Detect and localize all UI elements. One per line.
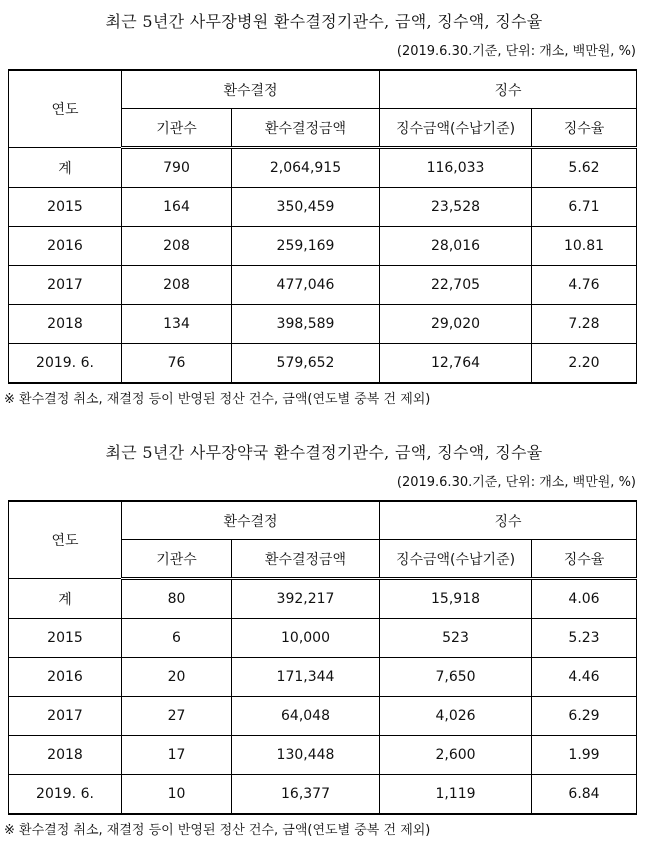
cell-year: 2017 (9, 266, 122, 305)
cell-year: 2019. 6. (9, 344, 122, 384)
cell-amount: 2,064,915 (232, 148, 380, 188)
table-row (9, 227, 637, 266)
header-year: 연도 (9, 501, 122, 579)
cell-collected: 15,918 (380, 579, 532, 619)
cell-rate: 6.29 (532, 697, 637, 736)
header-collected: 징수금액(수납기준) (380, 540, 532, 579)
cell-collected: 116,033 (380, 148, 532, 188)
table1 (8, 69, 637, 384)
cell-rate: 7.28 (532, 305, 637, 344)
cell-collected: 12,764 (380, 344, 532, 384)
cell-collected: 1,119 (380, 775, 532, 815)
header-amount: 환수결정금액 (232, 540, 380, 579)
cell-rate: 2.20 (532, 344, 637, 384)
cell-institutions: 208 (122, 227, 232, 266)
table2-body (9, 579, 637, 815)
table-row (9, 775, 637, 815)
cell-rate: 4.06 (532, 579, 637, 619)
table1-unit-note: (2019.6.30.기준, 단위: 개소, 백만원, %) (396, 44, 636, 59)
cell-rate: 10.81 (532, 227, 637, 266)
header-rate: 징수율 (532, 540, 637, 579)
cell-year: 2015 (9, 619, 122, 658)
cell-collected: 23,528 (380, 188, 532, 227)
header-year: 연도 (9, 70, 122, 148)
header-institutions: 기관수 (122, 540, 232, 579)
cell-institutions: 164 (122, 188, 232, 227)
table-row (9, 736, 637, 775)
table-row (9, 697, 637, 736)
cell-amount: 16,377 (232, 775, 380, 815)
table-row (9, 266, 637, 305)
cell-collected: 28,016 (380, 227, 532, 266)
cell-institutions: 790 (122, 148, 232, 188)
cell-rate: 5.62 (532, 148, 637, 188)
cell-rate: 4.76 (532, 266, 637, 305)
cell-rate: 5.23 (532, 619, 637, 658)
table1-body (9, 148, 637, 384)
table-row (9, 579, 637, 619)
cell-collected: 29,020 (380, 305, 532, 344)
table1-title: 최근 5년간 사무장병원 환수결정기관수, 금액, 징수액, 징수율 (105, 12, 543, 31)
cell-amount: 10,000 (232, 619, 380, 658)
header-group-collection: 징수 (380, 70, 637, 109)
cell-year: 2016 (9, 658, 122, 697)
table-row (9, 658, 637, 697)
cell-institutions: 208 (122, 266, 232, 305)
table2-unit-note: (2019.6.30.기준, 단위: 개소, 백만원, %) (396, 475, 636, 490)
header-institutions: 기관수 (122, 109, 232, 148)
cell-institutions: 20 (122, 658, 232, 697)
cell-amount: 130,448 (232, 736, 380, 775)
cell-amount: 477,046 (232, 266, 380, 305)
cell-collected: 7,650 (380, 658, 532, 697)
cell-year: 2015 (9, 188, 122, 227)
cell-institutions: 10 (122, 775, 232, 815)
header-collected: 징수금액(수납기준) (380, 109, 532, 148)
cell-institutions: 27 (122, 697, 232, 736)
cell-amount: 259,169 (232, 227, 380, 266)
header-rate: 징수율 (532, 109, 637, 148)
table2-footnote: ※ 환수결정 취소, 재결정 등이 반영된 정산 건수, 금액(연도별 중복 건 제외) (4, 823, 431, 838)
cell-amount: 398,589 (232, 305, 380, 344)
cell-rate: 6.84 (532, 775, 637, 815)
table-row (9, 188, 637, 227)
table2 (8, 500, 637, 815)
cell-year: 2019. 6. (9, 775, 122, 815)
cell-amount: 579,652 (232, 344, 380, 384)
header-amount: 환수결정금액 (232, 109, 380, 148)
cell-collected: 523 (380, 619, 532, 658)
table-row (9, 344, 637, 384)
cell-year: 2018 (9, 305, 122, 344)
header-group-decision: 환수결정 (122, 501, 380, 540)
cell-amount: 392,217 (232, 579, 380, 619)
cell-amount: 171,344 (232, 658, 380, 697)
cell-year: 계 (9, 579, 122, 619)
cell-institutions: 6 (122, 619, 232, 658)
cell-year: 2016 (9, 227, 122, 266)
table-row (9, 619, 637, 658)
cell-year: 계 (9, 148, 122, 188)
cell-collected: 22,705 (380, 266, 532, 305)
cell-collected: 4,026 (380, 697, 532, 736)
cell-institutions: 17 (122, 736, 232, 775)
header-group-collection: 징수 (380, 501, 637, 540)
cell-year: 2018 (9, 736, 122, 775)
table-row (9, 305, 637, 344)
header-group-decision: 환수결정 (122, 70, 380, 109)
table-row (9, 148, 637, 188)
cell-collected: 2,600 (380, 736, 532, 775)
table2-title: 최근 5년간 사무장약국 환수결정기관수, 금액, 징수액, 징수율 (105, 443, 543, 462)
cell-rate: 4.46 (532, 658, 637, 697)
table1-footnote: ※ 환수결정 취소, 재결정 등이 반영된 정산 건수, 금액(연도별 중복 건 제외) (4, 392, 431, 407)
cell-rate: 1.99 (532, 736, 637, 775)
cell-institutions: 80 (122, 579, 232, 619)
cell-institutions: 76 (122, 344, 232, 384)
cell-institutions: 134 (122, 305, 232, 344)
cell-amount: 64,048 (232, 697, 380, 736)
cell-amount: 350,459 (232, 188, 380, 227)
cell-year: 2017 (9, 697, 122, 736)
cell-rate: 6.71 (532, 188, 637, 227)
